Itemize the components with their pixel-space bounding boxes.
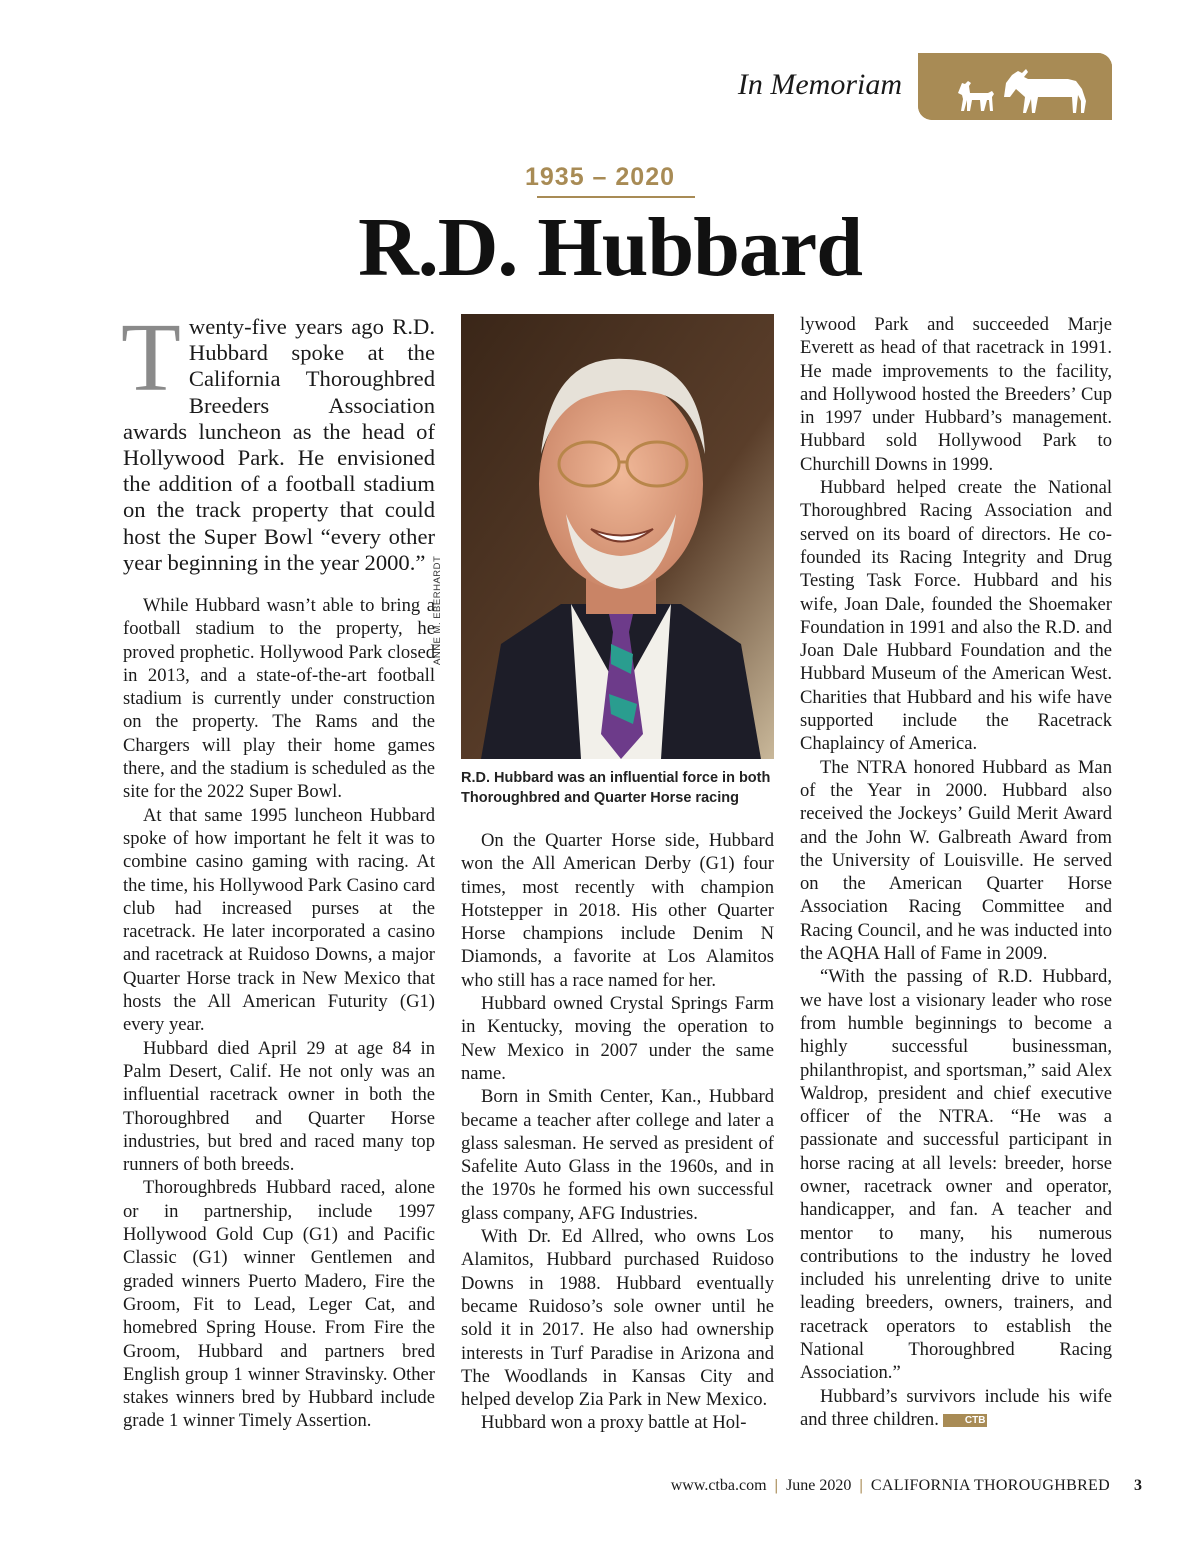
article-column-2	[461, 829, 774, 1435]
portrait-photo	[461, 314, 774, 759]
paragraph: Hubbard died April 29 at age 84 in Palm Desert, Calif. He not only was an influential racetrack owner in both the Thoroughbred and Quarter Horse industries, but bred and raced many top runners of both breeds.	[123, 1037, 435, 1176]
caption-line: R.D. Hubbard was an influential force in both	[461, 770, 771, 786]
paragraph: With Dr. Ed Allred, who owns Los Alamitos, Hubbard purchased Ruidoso Downs in 1988. Hubbard eventually became Ruidoso’s sole owner until he sold it in 2017. He also had ownership interests in Turf Paradise in Arizona and The Woodlands in Kansas City and helped develop Zia Park in New Mexico.	[461, 1226, 774, 1411]
paragraph: “With the passing of R.D. Hubbard, we have lost a visionary leader who rose from humble beginnings to become a highly successful businessman, philanthropist, and sportsman,” said Alex Waldrop, president and chief executive officer of the NTRA. “He was a passionate and successful participant in horse racing at all levels: breeder, horse owner, racetrack owner and operator, handicapper, and fan. A teacher and mentor to many, his numerous contributions to the industry he loved included his unrelenting drive to unite leading breeders, owners, trainers, and racetrack operators to establish the National Thoroughbred Racing Association.”	[800, 966, 1112, 1384]
paragraph: While Hubbard wasn’t able to bring a football stadium to the property, he proved prophetic. Hollywood Park closed in 2013, and a state-of-the-art football stadium is currently under construction on the property. The Rams and the Chargers will play their home games there, and the stadium is scheduled as the site for the 2022 Super Bowl.	[123, 595, 435, 803]
article-column-3	[800, 313, 1112, 1431]
paragraph: Hubbard owned Crystal Springs Farm in Kentucky, moving the operation to New Mexico in 2007 under the same name.	[461, 993, 774, 1084]
section-label: In Memoriam	[737, 68, 902, 101]
article-headline: R.D. Hubbard	[358, 201, 862, 294]
article-intro	[121, 304, 435, 576]
photo-caption	[461, 768, 781, 808]
end-mark: CTB	[943, 1414, 988, 1427]
life-years: 1935 – 2020	[524, 163, 676, 191]
paragraph: Hubbard won a proxy battle at Hol-	[481, 1412, 747, 1434]
paragraph: The NTRA honored Hubbard as Man of the Year in 2000. Hubbard also received the Jockeys’ Guild Merit Award and the John W. Galbreath Award from the University of Louisville. He served on the American Quarter Horse Association Racing Committee and Racing Council, and he was inducted into the AQHA Hall of Fame in 2009.	[800, 756, 1112, 965]
caption-line: Thoroughbred and Quarter Horse racing	[461, 790, 739, 806]
photo-credit: ANNE M. EBERHARDT	[432, 555, 443, 665]
footer-separator: |	[774, 1477, 779, 1494]
paragraph: lywood Park and succeeded Marje Everett as head of that racetrack in 1991. He made improvements to the facility, and Hollywood hosted the Breeders’ Cup in 1997 under Hubbard’s management. Hubbard sold Hollywood Park to Churchill Downs in 1999.	[800, 314, 1112, 475]
paragraph: At that same 1995 luncheon Hubbard spoke of how important he felt it was to combine casino gaming with racing. At the time, his Hollywood Park Casino card club had increased purses at the racetrack. He later incorporated a casino and racetrack at Ruidoso Downs, a major Quarter Horse track in New Mexico that hosts the All American Futurity (G1) every year.	[123, 804, 435, 1036]
closing-paragraph	[800, 1385, 1112, 1432]
article-column-1	[123, 594, 435, 1433]
paragraph: On the Quarter Horse side, Hubbard won the All American Derby (G1) four times, most recently with champion Hotstepper in 2018. His other Quarter Horse champions include Denim N Diamonds, a favorite at Los Alamitos who still has a race named for her.	[461, 830, 774, 991]
footer-date: June 2020	[786, 1477, 852, 1494]
paragraph: Born in Smith Center, Kan., Hubbard became a teacher after college and later a glass salesman. He served as president of Safelite Auto Glass in the 1960s, and in the 1970s he formed his own successful glass company, AFG Industries.	[461, 1086, 774, 1224]
closing-text: Hubbard’s survivors include his wife and three children.	[800, 1385, 1112, 1430]
paragraph: Thoroughbreds Hubbard raced, alone or in partnership, include 1997 Hollywood Gold Cup (G1) and Pacific Classic (G1) winner Gentlemen and graded winners Puerto Madero, Fire the Groom, Fit to Lead, Leger Cat, and homebred Spring House. From Fire the Groom, Hubbard and partners bred English group 1 winner Stravinsky. Other stakes winners bred by Hubbard include grade 1 winner Timely Assertion.	[123, 1177, 435, 1432]
paragraph: Hubbard helped create the National Thoroughbred Racing Association and served on its board of directors. He co-founded its Racing Integrity and Drug Testing Task Force. Hubbard and his wife, Joan Dale, founded the Shoemaker Foundation in 1991 and also the R.D. and Joan Dale Hubbard Foundation and the Hubbard Museum of the American West. Charities that Hubbard and his wife have supported include the Racetrack Chaplaincy of America.	[800, 477, 1112, 755]
drop-cap: T	[121, 304, 181, 412]
footer-magazine: CALIFORNIA THOROUGHBRED	[870, 1477, 1110, 1494]
intro-text: wenty-five years ago R.D. Hubbard spoke at the California Thoroughbred Breeders Association awards luncheon as the head of Hollywood Park. He envisioned the addition of a football stadium on the track property that could host the Super Bowl “every other year beginning in the year 2000.”	[123, 314, 435, 575]
mare-and-foal-icon	[918, 53, 1112, 120]
footer-separator: |	[859, 1477, 863, 1494]
footer-website[interactable]: www.ctba.com	[670, 1477, 767, 1494]
page-footer	[671, 1477, 1142, 1495]
page-number: 3	[1134, 1477, 1142, 1494]
